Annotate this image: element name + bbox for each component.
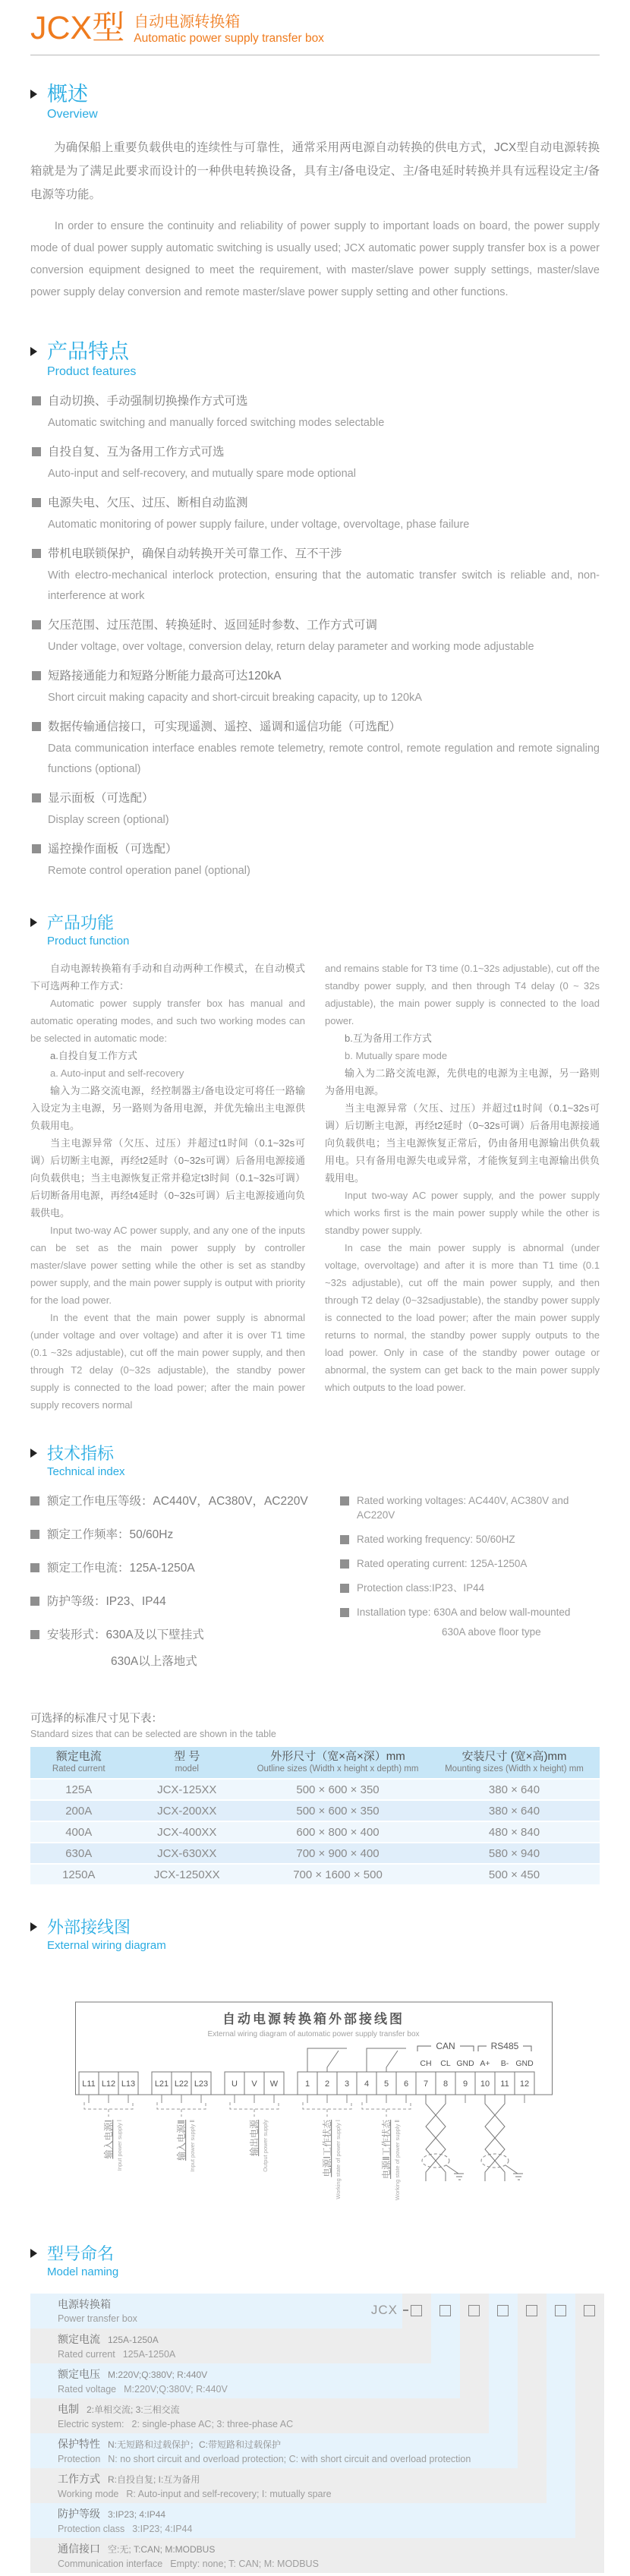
naming-cn-desc: 空:无; T:CAN; M:MODBUS <box>108 2544 216 2555</box>
group-label-en <box>189 2120 196 2172</box>
cell: JCX-400XX <box>128 1822 247 1842</box>
terminal-label: 10 <box>480 2079 490 2089</box>
section-function-heading <box>47 913 600 949</box>
tech-item <box>30 1594 340 1610</box>
tech-item <box>30 1527 340 1543</box>
col-header: 安装尺寸 (宽×高)mm Mounting sizes (Width x height) mm <box>429 1747 600 1778</box>
svg-text:输入电源Ⅰ: 输入电源Ⅰ <box>103 2120 114 2159</box>
bullet-square-icon <box>32 498 41 507</box>
can-label: CAN <box>436 2041 455 2051</box>
svg-text:Input power supply Ⅰ: Input power supply Ⅰ <box>116 2120 123 2171</box>
tech-item <box>340 1493 600 1522</box>
code-digit-box <box>584 2305 595 2316</box>
group-braces <box>84 2102 411 2117</box>
cell: 500 × 450 <box>429 1865 600 1884</box>
can-pin-label: CL <box>440 2059 451 2068</box>
terminal-label: L21 <box>154 2079 169 2089</box>
group-label-en <box>116 2120 123 2171</box>
code-digit-box <box>468 2305 480 2316</box>
terminal-label: 9 <box>462 2079 468 2089</box>
bullet-square-icon <box>32 447 41 456</box>
naming-cn-label: 电源转换箱 <box>58 2298 111 2310</box>
feature-cn: 带机电联锁保护，确保自动转换开关可靠工作、互不干涉 <box>48 547 342 560</box>
group-label <box>175 2120 187 2161</box>
cell: 630A <box>30 1843 128 1863</box>
feature-item <box>32 787 600 831</box>
col-header: 型 号 model <box>128 1747 247 1778</box>
naming-strip <box>547 2294 575 2503</box>
feature-cn: 欠压范围、过压范围、转换延时、返回延时参数、工作方式可调 <box>48 619 378 632</box>
product-title-en: Automatic power supply transfer box <box>134 32 324 45</box>
terminal-label: 11 <box>500 2079 509 2089</box>
tech-item <box>340 1556 600 1571</box>
code-digit-box <box>526 2305 537 2316</box>
section-features-heading <box>47 340 600 380</box>
section-title-cn: 概述 <box>47 83 88 106</box>
cell: 500 × 600 × 350 <box>247 1801 429 1821</box>
terminal-label: 12 <box>519 2079 530 2089</box>
terminal-label: L22 <box>174 2079 189 2089</box>
table-row <box>30 1780 600 1799</box>
terminal-label: 1 <box>304 2079 310 2089</box>
bullet-square-icon <box>340 1496 349 1506</box>
sizes-note-cn: 可选择的标准尺寸见下表： <box>30 1713 162 1725</box>
tech-item <box>340 1581 600 1595</box>
tech-item-text: 额定工作电压等级：AC440V，AC380V，AC220V <box>47 1495 308 1508</box>
triangle-marker-icon <box>30 90 37 99</box>
bullet-square-icon <box>340 1584 349 1593</box>
sizes-table <box>30 1745 600 1886</box>
product-title-block <box>134 11 324 46</box>
tech-item-text: 防护等级：IP23、IP44 <box>47 1595 166 1608</box>
svg-text:Working state of power supply: Working state of power supply Ⅰ <box>335 2120 342 2199</box>
terminal-label: L23 <box>194 2079 209 2089</box>
naming-en-label: Working mode <box>58 2489 119 2499</box>
section-title-en: Technical index <box>47 1465 125 1478</box>
terminal-label: 3 <box>344 2079 350 2089</box>
section-title-en: Overview <box>47 108 98 121</box>
paragraph: In case the main power supply is abnormal (under voltage, overvoltage) and after it is more than T1 time (0.1 ~32s adjustable), cut off the main power supply, and then through T2 delay (0~32sadjustable), the standby power supply is connected to the load power; after the main power supply returns to normal, the standby power supply outputs to the load power. Only in case of the standby power outage or abnormal, the system can get back to the main power supply which outputs to the load power. <box>325 1242 600 1393</box>
section-title-cn: 产品功能 <box>47 913 115 932</box>
diagram-title-cn: 自动电源转换箱外部接线图 <box>222 2012 405 2026</box>
group-label-en <box>335 2120 342 2199</box>
bullet-square-icon <box>30 1496 39 1506</box>
naming-row <box>30 2294 402 2328</box>
cell: 200A <box>30 1801 128 1821</box>
paragraph: Input two-way AC power supply, and any one of the inputs can be set as the main power supply by controller master/slave power setting while the other is set as standby power supply, and the main power supply is output with priority for the load power. <box>30 1225 305 1306</box>
feature-cn: 遥控操作面板（可选配） <box>48 843 178 856</box>
code-digit-box <box>411 2305 422 2316</box>
code-digit-box <box>439 2305 451 2316</box>
table-header-row <box>30 1747 600 1778</box>
paragraph: Automatic power supply transfer box has manual and automatic operating modes, and such two working modes can be selected in automatic mode: <box>30 998 305 1044</box>
svg-text:电源Ⅱ工作状态: 电源Ⅱ工作状态 <box>381 2120 392 2179</box>
triangle-marker-icon <box>30 347 37 356</box>
section-overview-heading <box>47 83 600 122</box>
paragraph: 输入为二路交流电源，经控制器主/备电设定可将任一路输入设定为主电源，另一路则为备用电源，并优先输出主电源供负载用电。 <box>30 1085 305 1131</box>
wiring-diagram <box>74 1973 600 2218</box>
bullet-square-icon <box>32 722 41 731</box>
paragraph: 当主电源异常（欠压、过压）并超过t1时间（0.1~32s可调）后切断主电源，再经t2延时（0~32s可调）后备用电源接通向负载供电；当主电源恢复正常并稳定t3时间（0.1~32s可调）后切断备用电源，再经t4延时（0~32s可调）后主电源接通向负载供电。 <box>30 1137 305 1219</box>
can-pin-label: GND <box>456 2059 474 2068</box>
terminal-label: 4 <box>364 2079 370 2089</box>
svg-text:输入电源Ⅱ: 输入电源Ⅱ <box>176 2120 187 2161</box>
naming-row <box>30 2363 460 2398</box>
function-left-column <box>30 960 305 1414</box>
cell: 480 × 840 <box>429 1822 600 1842</box>
naming-en-desc: R: Auto-input and self-recovery; I: mutually spare <box>126 2489 332 2499</box>
section-title-cn: 技术指标 <box>47 1444 115 1463</box>
group-label-en <box>262 2120 269 2172</box>
terminal-label: L12 <box>101 2079 116 2089</box>
terminal-stubs <box>89 2095 524 2103</box>
product-title-cn: 自动电源转换箱 <box>134 14 241 30</box>
bullet-square-icon <box>32 549 41 558</box>
svg-text:电源Ⅰ工作状态: 电源Ⅰ工作状态 <box>322 2120 332 2177</box>
tech-right-column <box>340 1493 600 1687</box>
feature-cn: 显示面板（可选配） <box>48 792 154 805</box>
col-header: 外形尺寸（宽×高×深）mm Outline sizes (Width x height x depth) mm <box>247 1747 429 1778</box>
naming-row <box>30 2433 518 2468</box>
triangle-marker-icon <box>30 1922 37 1931</box>
ground-icon <box>446 2165 464 2180</box>
terminal-label: W <box>269 2079 279 2089</box>
naming-en-label: Electric system: <box>58 2419 124 2429</box>
svg-text:Working state of power supply: Working state of power supply Ⅱ <box>394 2120 401 2201</box>
feature-en: Automatic monitoring of power supply failure, under voltage, overvoltage, phase failure <box>48 519 470 531</box>
cell: 1250A <box>30 1865 128 1884</box>
cell: 380 × 640 <box>429 1801 600 1821</box>
feature-item <box>32 838 600 881</box>
rs485-pin-label: A+ <box>480 2059 490 2068</box>
naming-en-desc: M:220V;Q:380V; R:440V <box>124 2384 228 2395</box>
tech-item <box>30 1560 340 1577</box>
terminal-label: 5 <box>383 2079 389 2089</box>
triangle-marker-icon <box>30 2249 37 2258</box>
tech-item <box>30 1627 340 1670</box>
naming-row <box>30 2468 547 2503</box>
paragraph: and remains stable for T3 time (0.1~32s adjustable), cut off the standby power supply, and then through T4 delay (0 ~ 32s adjustable), the main power supply is connected to the load power. <box>325 963 600 1026</box>
feature-item <box>32 665 600 708</box>
tech-columns <box>30 1493 600 1687</box>
bullet-square-icon <box>32 620 41 629</box>
section-title-en: Product features <box>47 365 137 378</box>
model-naming-diagram <box>30 2294 604 2576</box>
tech-item-text: Protection class:IP23、IP44 <box>357 1582 485 1594</box>
terminal-label: 6 <box>403 2079 409 2089</box>
naming-cn-label: 通信接口 <box>58 2543 100 2555</box>
naming-en-desc: 3:IP23; 4:IP44 <box>132 2524 193 2534</box>
paragraph: a. Auto-input and self-recovery <box>50 1067 184 1079</box>
cell: 700 × 1600 × 500 <box>247 1865 429 1884</box>
bullet-square-icon <box>30 1530 39 1539</box>
function-columns <box>30 960 600 1414</box>
naming-cn-desc: 3:IP23; 4:IP44 <box>108 2509 166 2520</box>
terminal-label: 8 <box>443 2079 449 2089</box>
naming-row <box>30 2503 575 2538</box>
tech-item-text: 额定工作频率：50/60Hz <box>47 1528 174 1541</box>
naming-cn-label: 额定电流 <box>58 2333 100 2345</box>
bullet-square-icon <box>340 1608 349 1617</box>
wiring-diagram-svg <box>74 1973 560 2215</box>
naming-row <box>30 2398 489 2433</box>
bullet-square-icon <box>340 1559 349 1569</box>
tech-item-text: Rated working frequency: 50/60HZ <box>357 1534 515 1545</box>
naming-en-label: Power transfer box <box>58 2313 137 2324</box>
paragraph: 输入为二路交流电源，先供电的电源为主电源，另一路则为备用电源。 <box>325 1067 600 1096</box>
naming-en-desc: 125A-1250A <box>122 2349 176 2360</box>
cell: 125A <box>30 1780 128 1799</box>
overview-paragraph-en: In order to ensure the continuity and reliability of power supply to important loads on board, the power supply mode of dual power supply automatic switching is usually used; JCX automatic power supply transfer box is a power conversion equipment designed to meet the requirement, with master/slave power supply settings, master/slave power supply delay conversion and remote master/slave power supply setting and other functions. <box>30 220 600 298</box>
naming-cn-label: 工作方式 <box>58 2473 100 2485</box>
naming-en-label: Protection class <box>58 2524 125 2534</box>
twisted-pair-can <box>426 2095 446 2181</box>
naming-strip <box>518 2294 547 2468</box>
bullet-square-icon <box>340 1535 349 1544</box>
section-title-en: Product function <box>47 935 130 947</box>
table-row <box>30 1822 600 1842</box>
rs485-pin-label: GND <box>515 2059 534 2068</box>
feature-cn: 自投自复、互为备用工作方式可选 <box>48 446 225 459</box>
naming-en-desc: N: no short circuit and overload protection; C: with short circuit and overload protection <box>108 2454 471 2464</box>
paragraph: Input two-way AC power supply, and the power supply which works first is the main power supply while the other is standby power supply. <box>325 1190 600 1236</box>
section-title-cn: 外部接线图 <box>47 1918 131 1937</box>
paragraph: a.自投自复工作方式 <box>50 1050 137 1061</box>
terminal-label: L13 <box>121 2079 136 2089</box>
cell: JCX-125XX <box>128 1780 247 1799</box>
cell: 700 × 900 × 400 <box>247 1843 429 1863</box>
feature-en: Data communication interface enables remote telemetry, remote control, remote regulation and remote signaling functions (optional) <box>48 743 600 775</box>
section-title-en: External wiring diagram <box>47 1939 166 1952</box>
feature-en: Short circuit making capacity and short-circuit breaking capacity, up to 120kA <box>48 692 422 704</box>
group-label <box>380 2119 392 2179</box>
tech-item-text: Installation type: 630A and below wall-mounted <box>357 1606 571 1618</box>
naming-cn-desc: M:220V;Q:380V; R:440V <box>108 2369 208 2380</box>
paragraph: 自动电源转换箱有手动和自动两种工作模式，在自动模式下可选两种工作方式： <box>30 963 305 992</box>
cell: JCX-630XX <box>128 1843 247 1863</box>
relay-contact-icon <box>367 2048 406 2072</box>
product-model: JCX型 <box>30 10 125 46</box>
bullet-square-icon <box>30 1597 39 1606</box>
naming-en-desc: 2: single-phase AC; 3: three-phase AC <box>131 2419 294 2429</box>
naming-en-desc: Empty: none; T: CAN; M: MODBUS <box>170 2559 319 2569</box>
bullet-square-icon <box>30 1563 39 1572</box>
paragraph: b. Mutually spare mode <box>345 1050 448 1061</box>
cell: 600 × 800 × 400 <box>247 1822 429 1842</box>
feature-item <box>32 492 600 535</box>
naming-en-label: Rated voltage <box>58 2384 117 2395</box>
cell: JCX-1250XX <box>128 1865 247 1884</box>
code-dash <box>403 2310 408 2311</box>
naming-cn-desc: N:无短路和过载保护；C:带短路和过载保护 <box>108 2439 282 2450</box>
cell: 400A <box>30 1822 128 1842</box>
feature-list <box>30 390 600 881</box>
tech-item <box>30 1493 340 1510</box>
feature-item <box>32 390 600 434</box>
svg-text:输出电源: 输出电源 <box>249 2120 260 2157</box>
section-wiring-heading <box>47 1918 600 1953</box>
ground-icon <box>506 2165 523 2180</box>
feature-en: Under voltage, over voltage, conversion delay, return delay parameter and working mode adjustable <box>48 641 534 653</box>
naming-row <box>30 2538 604 2573</box>
tech-item-text: Rated working voltages: AC440V, AC380V and AC220V <box>357 1495 569 1521</box>
feature-cn: 自动切换、手动强制切换操作方式可选 <box>48 395 248 408</box>
table-row <box>30 1843 600 1863</box>
feature-en: Remote control operation panel (optional) <box>48 865 250 877</box>
tech-item-text: Rated operating current: 125A-1250A <box>357 1558 528 1569</box>
group-label <box>248 2119 260 2156</box>
cell: 580 × 940 <box>429 1843 600 1863</box>
feature-en: Automatic switching and manually forced switching modes selectable <box>48 417 385 429</box>
col-header: 额定电流 Rated current <box>30 1747 128 1778</box>
feature-cn: 数据传输通信接口，可实现遥测、遥控、遥调和遥信功能（可选配） <box>48 720 402 733</box>
naming-strip <box>575 2294 604 2538</box>
naming-cn-label: 额定电压 <box>58 2368 100 2380</box>
section-title-cn: 型号命名 <box>47 2244 115 2263</box>
feature-cn: 短路接通能力和短路分断能力最高可达120kA <box>48 670 282 683</box>
table-row <box>30 1865 600 1884</box>
group-label <box>321 2119 332 2177</box>
can-pin-label: CH <box>420 2059 432 2068</box>
paragraph: b.互为备用工作方式 <box>345 1033 432 1044</box>
bullet-square-icon <box>32 396 41 405</box>
tech-left-column <box>30 1493 340 1687</box>
feature-en: Display screen (optional) <box>48 814 169 826</box>
naming-strip <box>431 2294 460 2363</box>
tech-item-text: 额定工作电流：125A-1250A <box>47 1562 195 1575</box>
naming-row <box>30 2328 431 2363</box>
paragraph: In the event that the main power supply is abnormal (under voltage and over voltage) and after it is over T1 time (0.1 ~32s adjustable), cut off the main power supply, and then through T2 delay (0~32s adjustable), the standby power supply is connected to the load power; after the main power supply recovers normal <box>30 1312 305 1411</box>
feature-item <box>32 441 600 484</box>
terminal-label: 7 <box>423 2079 429 2089</box>
code-digit-box <box>555 2305 566 2316</box>
terminal-label: U <box>232 2079 238 2089</box>
section-title-cn: 产品特点 <box>47 340 129 363</box>
section-title-en: Model naming <box>47 2265 119 2278</box>
group-label-en <box>394 2120 401 2200</box>
svg-text:Input power supply Ⅱ: Input power supply Ⅱ <box>189 2120 196 2172</box>
rs485-label: RS485 <box>490 2041 519 2051</box>
terminal-label: L11 <box>82 2079 96 2089</box>
section-tech-heading <box>47 1444 600 1480</box>
diagram-title-en: External wiring diagram of automatic power supply transfer box <box>207 2030 420 2038</box>
tech-item <box>340 1605 600 1639</box>
feature-item <box>32 716 600 780</box>
feature-item <box>32 614 600 657</box>
feature-cn: 电源失电、欠压、过压、断相自动监测 <box>48 497 248 509</box>
bullet-square-icon <box>32 844 41 853</box>
rs485-pin-label: B- <box>500 2059 509 2068</box>
svg-text:Output power supply: Output power supply <box>262 2120 269 2172</box>
naming-en-label: Communication interface <box>58 2559 163 2569</box>
feature-item <box>32 543 600 607</box>
terminal-label: V <box>251 2079 257 2089</box>
naming-cn-label: 电制 <box>58 2403 79 2415</box>
sizes-note-en: Standard sizes that can be selected are shown in the table <box>30 1729 276 1739</box>
function-right-column <box>325 960 600 1414</box>
twisted-pair-rs485 <box>485 2095 505 2181</box>
table-row <box>30 1801 600 1821</box>
naming-cn-desc: 2:单相交流; 3:三相交流 <box>87 2404 180 2415</box>
terminal-label: 2 <box>324 2079 330 2089</box>
tech-item-subtext: 630A以上落地式 <box>111 1655 197 1668</box>
tech-item-text: 安装形式：630A及以下壁挂式 <box>47 1629 204 1641</box>
naming-en-label: Rated current <box>58 2349 115 2360</box>
relay-contact-icon <box>307 2048 347 2072</box>
bullet-square-icon <box>32 671 41 680</box>
tech-item <box>340 1532 600 1547</box>
group-label <box>102 2120 114 2159</box>
code-digit-box <box>497 2305 509 2316</box>
cell: 500 × 600 × 350 <box>247 1780 429 1799</box>
cell: JCX-200XX <box>128 1801 247 1821</box>
model-code: JCX <box>370 2303 398 2317</box>
cell: 380 × 640 <box>429 1780 600 1799</box>
paragraph: 当主电源异常（欠压、过压）并超过t1时间（0.1~32s可调）后切断主电源，再经t2延时（0~32s可调）后备用电源接通向负载供电；当主电源恢复正常后，仍由备用电源输出供负载用电。只有备用电源失电或异常，才能恢复到主电源输出供负载用电。 <box>325 1102 600 1184</box>
tech-item-subtext: 630A above floor type <box>442 1626 541 1638</box>
feature-en: Auto-input and self-recovery, and mutually spare mode optional <box>48 468 356 480</box>
bullet-square-icon <box>30 1630 39 1639</box>
naming-cn-label: 保护特性 <box>58 2438 100 2450</box>
section-naming-heading <box>47 2244 600 2280</box>
naming-cn-desc: 125A-1250A <box>108 2335 159 2345</box>
overview-paragraph-cn: 为确保船上重要负载供电的连续性与可靠性，通常采用两电源自动转换的供电方式，JCX型自动电源转换箱就是为了满足此要求而设计的一种供电转换设备，具有主/备电设定、主/备电延时转换并具有远程设定主/备电源等功能。 <box>30 141 600 201</box>
naming-en-label: Protection <box>58 2454 101 2464</box>
feature-en: With electro-mechanical interlock protection, ensuring that the automatic transfer switch is reliable and, non-interference at work <box>48 569 600 602</box>
naming-cn-desc: R:自投自复; I:互为备用 <box>108 2474 200 2485</box>
page-header <box>30 11 600 46</box>
bullet-square-icon <box>32 793 41 802</box>
naming-cn-label: 防护等级 <box>58 2508 100 2520</box>
triangle-marker-icon <box>30 1449 37 1458</box>
triangle-marker-icon <box>30 918 37 927</box>
